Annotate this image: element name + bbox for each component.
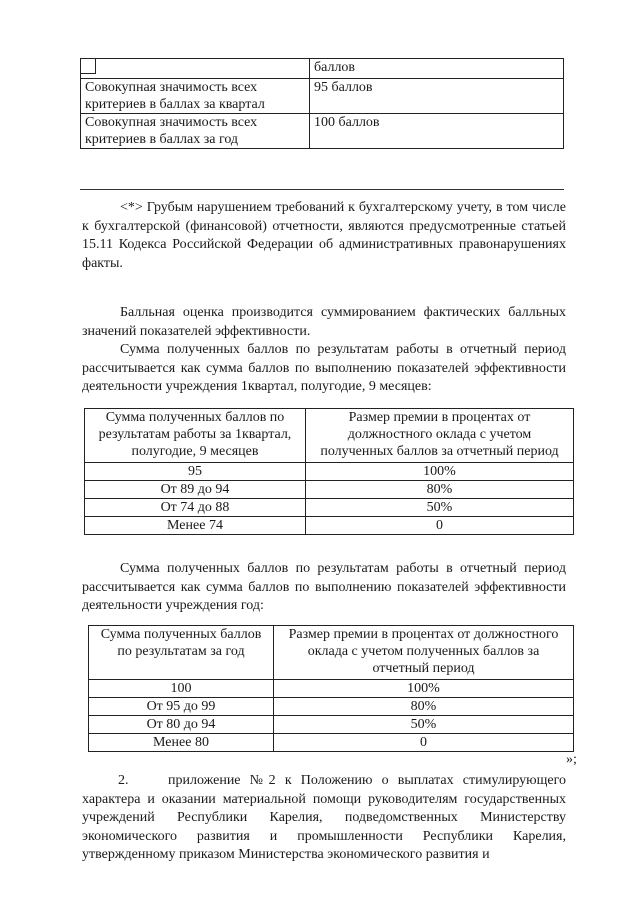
table-header-cell: Сумма полученных баллов по результатам за год — [89, 626, 274, 680]
paragraph-scoring: Балльная оценка производится суммированием фактических балльных значений показателей эффективности. — [82, 305, 566, 339]
paragraph-item-2: приложение №2 к Положению о выплатах стимулирующего характера и оказании материальной помощи руководителям государственных учреждений Республики Карелия, подведомственных Министерству экономического развития и промышленности Республики Карелия, утвержденному приказом Министерства экономического развития и — [82, 773, 566, 862]
table-cell: 50% — [306, 499, 574, 517]
footnote-separator — [80, 189, 564, 190]
table-header-cell: Размер премии в процентах от должностного оклада с учетом полученных баллов за отчетный период — [306, 409, 574, 463]
footnote: <*> Грубым нарушением требований к бухгалтерскому учету, в том числе к бухгалтерской (финансовой) отчетности, являются предусмотренные статьей 15.11 Кодекса Российской Федерации об административных правонарушениях факты. — [82, 200, 566, 271]
table-row — [85, 463, 574, 481]
table-cell: 100 — [89, 680, 274, 698]
table-cell — [81, 59, 310, 79]
bonus-table-quarter — [84, 408, 574, 535]
table-row — [81, 79, 564, 114]
table-cell: Менее 74 — [85, 517, 306, 535]
paragraph-quarter-sum: Сумма полученных баллов по результатам работы в отчетный период рассчитывается как сумма баллов по выполнению показателей эффективности деятельности учреждения 1квартал, полугодие, 9 месяцев: — [82, 342, 566, 394]
table-cell: От 80 до 94 — [89, 716, 274, 734]
table-cell: От 74 до 88 — [85, 499, 306, 517]
criteria-summary-table — [80, 58, 564, 149]
table-header-row — [85, 409, 574, 463]
table-cell: 100 баллов — [310, 114, 564, 149]
table-cell: баллов — [310, 59, 564, 79]
table-row — [89, 680, 574, 698]
table-row — [85, 499, 574, 517]
table-cell: От 95 до 99 — [89, 698, 274, 716]
paragraph-year-sum: Сумма полученных баллов по результатам работы в отчетный период рассчитывается как сумма баллов по выполнению показателей эффективности деятельности учреждения год: — [82, 561, 566, 613]
table-cell: 80% — [274, 698, 574, 716]
table-row — [89, 716, 574, 734]
table-row — [85, 517, 574, 535]
table-cell: 95 — [85, 463, 306, 481]
table-cell: Совокупная значимость всех критериев в баллах за квартал — [81, 79, 310, 114]
table-row — [81, 114, 564, 149]
table-cell: 50% — [274, 716, 574, 734]
table-row — [85, 481, 574, 499]
table-cell: 100% — [306, 463, 574, 481]
table-cell: От 89 до 94 — [85, 481, 306, 499]
table-cell: Совокупная значимость всех критериев в баллах за год — [81, 114, 310, 149]
table-header-cell: Размер премии в процентах от должностного оклада с учетом полученных баллов за отчетный период — [274, 626, 574, 680]
table-row — [89, 734, 574, 752]
table-cell: 0 — [274, 734, 574, 752]
table-row — [81, 59, 564, 79]
table-cell: 95 баллов — [310, 79, 564, 114]
table-header-cell: Сумма полученных баллов по результатам работы за 1квартал, полугодие, 9 месяцев — [85, 409, 306, 463]
table-cell: 80% — [306, 481, 574, 499]
table-row — [89, 698, 574, 716]
bonus-table-year — [88, 625, 574, 752]
table-cell: Менее 80 — [89, 734, 274, 752]
table-cell: 100% — [274, 680, 574, 698]
closing-quote: »; — [566, 752, 577, 767]
table-cell-fragment — [81, 59, 96, 74]
table-header-row — [89, 626, 574, 680]
table-cell: 0 — [306, 517, 574, 535]
item-number: 2. — [118, 773, 129, 788]
